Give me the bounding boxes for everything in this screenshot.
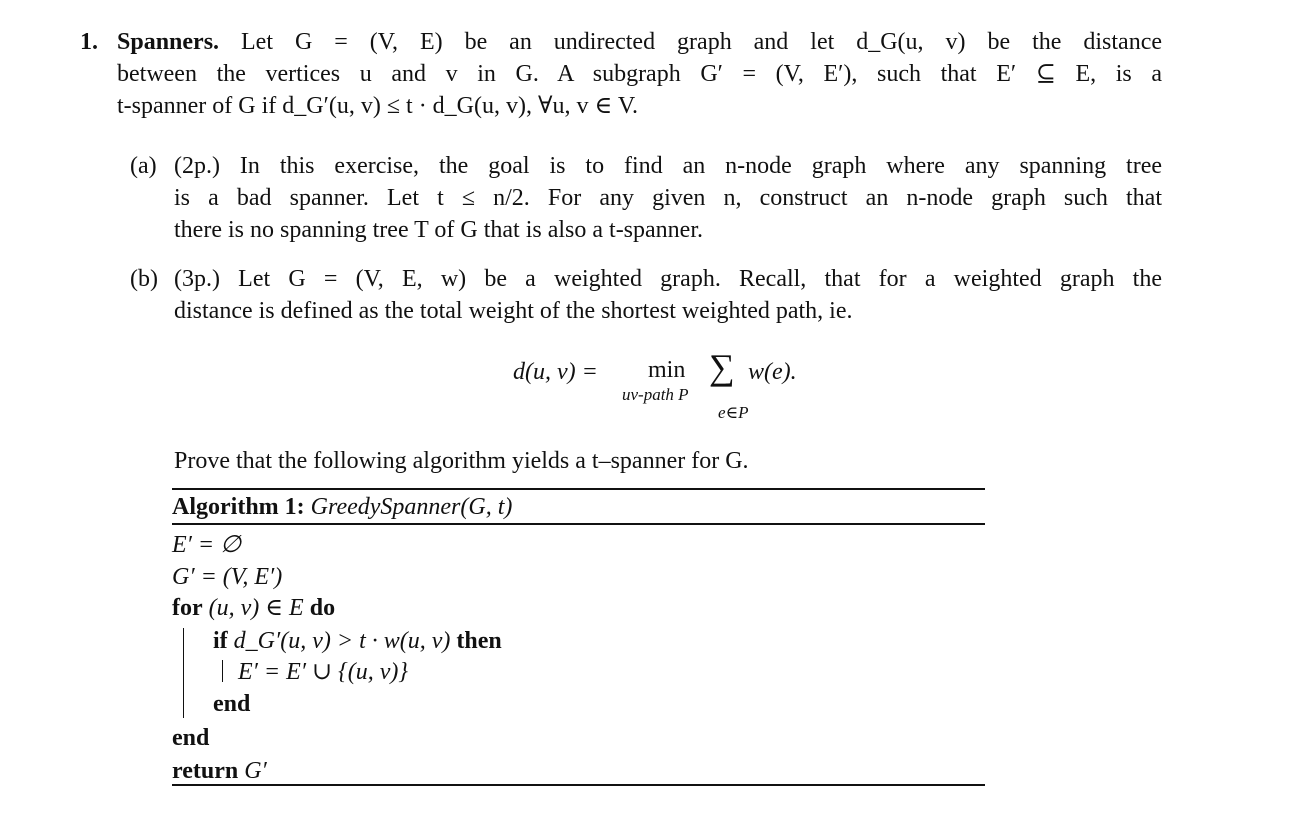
- algorithm-top-rule: [172, 488, 985, 490]
- part-a-label: (a): [130, 153, 157, 179]
- part-b-line-1: (3p.) Let G = (V, E, w) be a weighted graph. Recall, that for a weighted graph the: [174, 266, 1162, 292]
- prove-statement: Prove that the following algorithm yields a t–spanner for G.: [174, 448, 749, 474]
- algorithm-title: Algorithm 1: GreedySpanner(G, t): [172, 494, 513, 520]
- problem-line-2: between the vertices u and v in G. A subgraph G′ = (V, E′), such that E′ ⊆ E, is a: [117, 61, 1162, 87]
- algo-line-4: if d_G′(u, v) > t · w(u, v) then: [213, 628, 502, 654]
- part-b-line-2: distance is defined as the total weight of the shortest weighted path, ie.: [174, 298, 853, 324]
- problem-line-1: Spanners. Let G = (V, E) be an undirected graph and let d_G(u, v) be the distance: [117, 29, 1163, 55]
- algorithm-bottom-rule: [172, 784, 985, 786]
- part-a-line-3: there is no spanning tree T of G that is also a t-spanner.: [174, 217, 703, 243]
- for-block-bar: [183, 628, 184, 718]
- part-a-line-1: (2p.) In this exercise, the goal is to find an n-node graph where any spanning tree: [174, 153, 1162, 179]
- algo-line-1: E′ = ∅: [172, 532, 242, 558]
- problem-title: Spanners.: [117, 29, 220, 55]
- problem-line-3: t-spanner of G if d_G′(u, v) ≤ t · d_G(u, v), ∀u, v ∈ V.: [117, 93, 639, 119]
- algorithm-title-rule: [172, 523, 985, 525]
- problem-number: 1.: [80, 29, 98, 55]
- algo-line-7: end: [172, 725, 210, 751]
- algo-line-2: G′ = (V, E′): [172, 564, 283, 590]
- part-a-line-2: is a bad spanner. Let t ≤ n/2. For any given n, construct an n-node graph such that: [174, 185, 1162, 211]
- algo-line-5: E′ = E′ ∪ {(u, v)}: [238, 659, 408, 685]
- part-b-label: (b): [130, 266, 158, 292]
- algo-line-8: return G′: [172, 758, 267, 784]
- if-block-bar: [222, 660, 223, 682]
- algo-line-3: for (u, v) ∈ E do: [172, 595, 336, 621]
- algo-line-6: end: [213, 691, 251, 717]
- document-page: 1. Spanners. Let G = (V, E) be an undirected graph and let d_G(u, v) be the distance between the vertices u and v in G. A subgraph G′ = (V, E′), such that E′ ⊆ E, is a t-spanner of G if d_G′(u, v) ≤ t · d_G(u, v), ∀u, v ∈ V. (a) (2p.) In this exercise, the goal is to find an n-node graph where any spanning tree is a bad spanner. Let t ≤ n/2. For any given n, construct an n-node graph such that there is no spanning tree T of G that is also a t-spanner. (b) (3p.) Let G = (V, E, w) be a weighted graph. Recall, that for a weighted graph the distance is defined as the total weight of the shortest weighted path, ie. d(u, v) = min uv-path P ∑ e∈P w(e). Prove that the following algorithm yields a t–spanner for G. Algorithm 1: GreedySpanner(G, t) E′ = ∅ G′ = (V, E′) for (u, v) ∈ E do if d_G′(u, v) > t · w(u, v) then E′ = E′ ∪ {(u, v)} end end return G′: [0, 0, 1316, 817]
